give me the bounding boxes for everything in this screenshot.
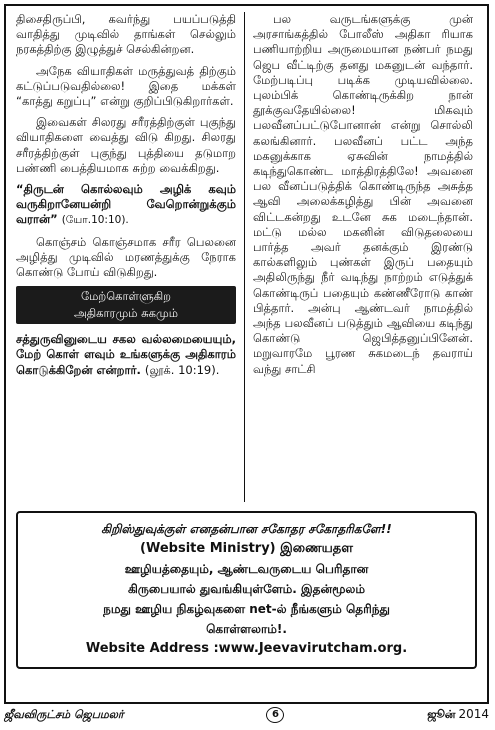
announcement-line-4: கிருபையால் துவங்கியுள்ளேம். இதன்மூலம் (127, 582, 366, 596)
announcement-line-5: நமது ஊழிய நிகழ்வுகளை net-ல் நீங்களும் தெரிந்து (103, 602, 390, 616)
scripture-quote (16, 182, 236, 229)
section-heading-line-2: அதிகாரமும் சுகமும் (73, 306, 179, 321)
issue-date (427, 707, 489, 723)
announcement-line-2: (Website Ministry) இணையதள (140, 541, 353, 556)
left-paragraph-1: திசைதிருப்பி, கவர்ந்து பயப்படுத்தி வாதித்து முடிவில் தாங்கள் செல்லும் நரகத்திற்கு இழுத்துச் செல்கின்றன. (16, 12, 236, 57)
announcement-line-3: ஊழியத்தையும், ஆண்டவருடைய பெரிதான (124, 562, 369, 576)
issue-month: ஜூன் (427, 708, 456, 721)
magazine-name: ஜீவவிருட்சம் ஜெபமலர் (4, 707, 124, 721)
page-number: 6 (266, 707, 284, 723)
scripture-quote-2 (16, 332, 236, 378)
article-columns (12, 12, 481, 502)
section-heading (16, 286, 236, 324)
left-paragraph-3: இவைகள் சிலரது சரீரத்திற்குள் புகுந்து வியாதிகளை வைத்து விடு கிறது. சிலரது சரீரத்திற்குள் புகுந்து புத்தியை தடுமாற பண்ணி பைத்தியமாக சுற்ற வைக்கிறது. (16, 115, 236, 175)
page-footer (4, 706, 489, 724)
left-column (12, 12, 245, 502)
website-address: Website Address :www.Jeevavirutcham.org. (85, 641, 408, 656)
scripture-quote-2-ref: (லூக். 10:19). (144, 362, 220, 377)
scripture-quote-ref: (யோ.10:10). (61, 214, 129, 227)
right-column (245, 12, 481, 502)
issue-year: 2014 (458, 707, 489, 721)
left-paragraph-2: அநேக வியாதிகள் மருத்துவத் திற்கும் கட்டுப்படுவதில்லை! இதை மக்கள் “காத்து கறுப்பு” என்று குறிப்பிடுகிறார்கள். (16, 63, 236, 109)
announcement-line-6: கொள்ளலாம்!. (206, 622, 287, 636)
announcement-greeting: கிறிஸ்துவுக்குள் எனதன்பான சகோதர சகோதரிகளே!! (101, 522, 392, 536)
scripture-quote-2-text: சத்துருவினுடைய சகல வல்லமையையும், மேற் கொள் ளவும் உங்களுக்கு அதிகாரம் கொடுக்கிறேன் என்றார். (16, 332, 236, 377)
scripture-quote-text: “திருடன் கொல்லவும் அழிக் கவும் வருகிறானேயன்றி வேறொன்றுக்கும் வரான்” (16, 182, 236, 227)
website-announcement (16, 511, 477, 669)
page-frame (4, 4, 489, 704)
right-paragraph-1: பல வருடங்களுக்கு முன் அரசாங்கத்தில் போலீஸ் அதிகா ரியாக பணியாற்றிய அருமையான நண்பர் நமது ஜெப வீட்டிற்கு தனது மகனுடன் வந்தார். மேற்படிப்பு படிக்க முடியவில்லை. புலம்பிக் கொண்டிருக்கிற நான் தூக்குவதேயில்லை! மிகவும் பலவீனப்பட்டுபோனான் என்று சொல்லி கலங்கினார். பலவீனப் பட்ட அந்த மகனுக்காக ஏசுவின் நாமத்தில் கடிந்துகொண்ட மாத்திரத்திலே! அவனை பல வீனப்படுத்திக் கொண்டிருந்த அசுத்த ஆவி அலைக்கழித்து பின் அவனை விட்டகன்றது உடனே சுக மடைந்தான். மட்டு மல்ல மகனின் விடுதலையை பார்த்த அவர் தனக்கும் இரண்டு கால்களிலும் புண்கள் இருப் பதையும் அதிலிருந்து நீர் வடிந்து நாற்றம் எடுத்துக் கொண்டிருப் பதையும் கண்ணீரோடு காண் பித்தார். அன்பு ஆண்டவர் நாமத்தில் அந்த பலவீனப் படுத்தும் ஆவியை கடிந்து கொண்டு ஜெபித்தனுப்பினேன். மறுவாரமே பூரண சுகமடைந் தவராய் வந்து சாட்சி (253, 12, 473, 376)
left-paragraph-4: கொஞ்சம் கொஞ்சமாக சரீர பெலனை அழித்து முடிவில் மரணத்துக்கு நேராக கொண்டு போய் விடுகிறது. (16, 234, 236, 280)
section-heading-line-1: மேற்கொள்ளுகிற (80, 289, 172, 304)
